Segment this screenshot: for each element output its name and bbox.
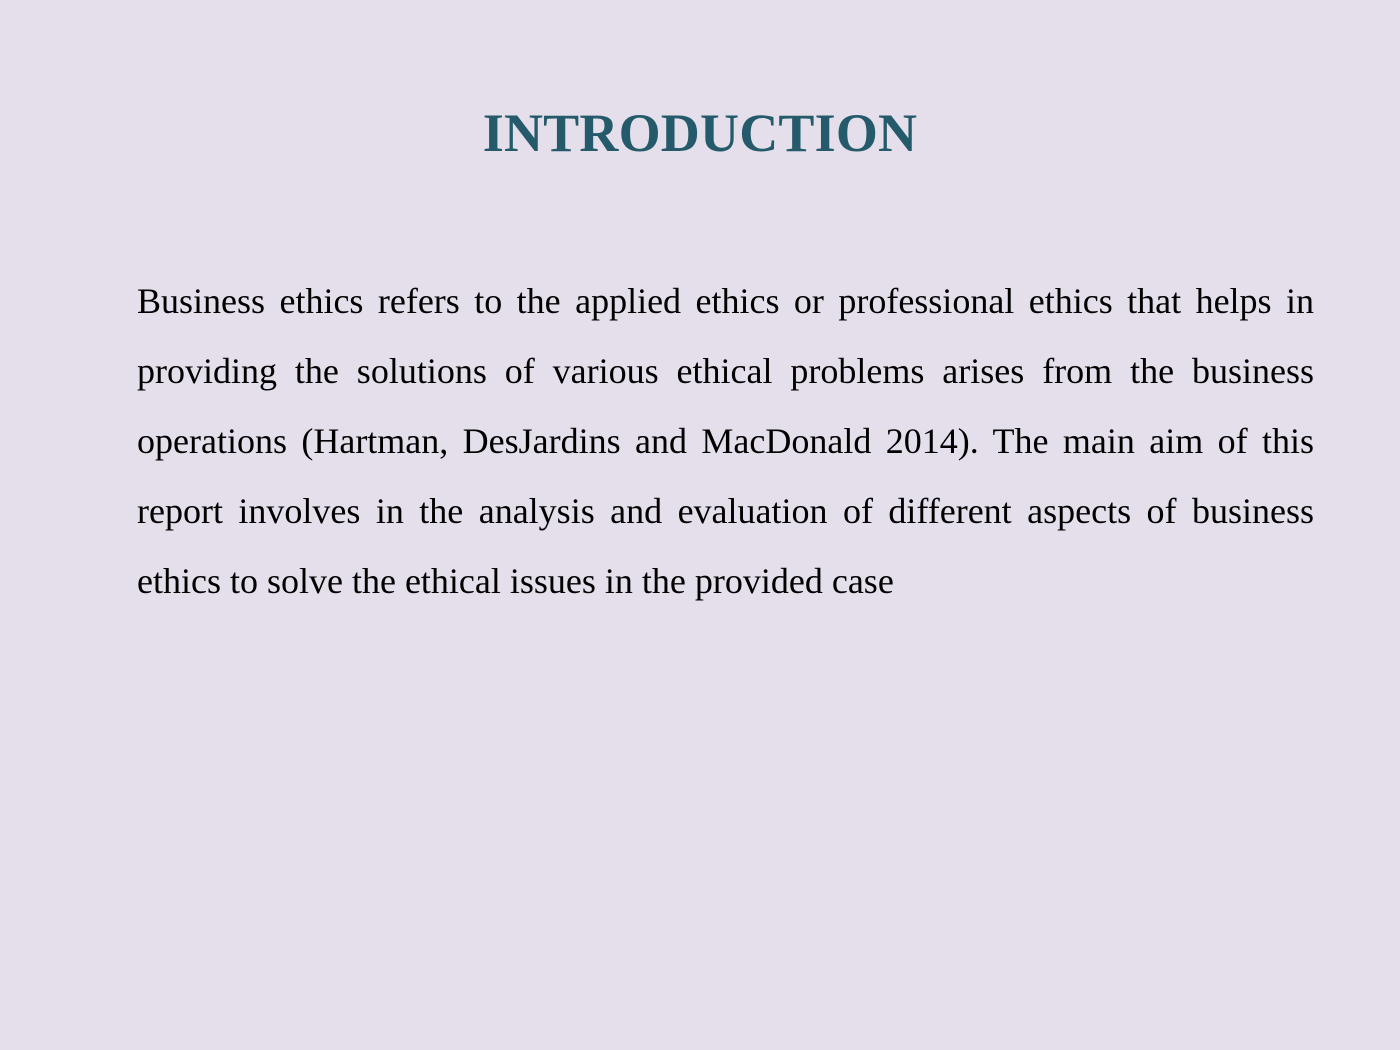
slide-title: INTRODUCTION — [482, 103, 918, 163]
slide-body-paragraph: Business ethics refers to the applied ethics or professional ethics that helps in providing the solutions of various ethical problems arises from the business operations (Hartman, DesJardins and MacDonald 2014). The main aim of this report involves in the analysis and evaluation of different aspects of business ethics to solve the ethical issues in the provided case — [137, 281, 1314, 601]
